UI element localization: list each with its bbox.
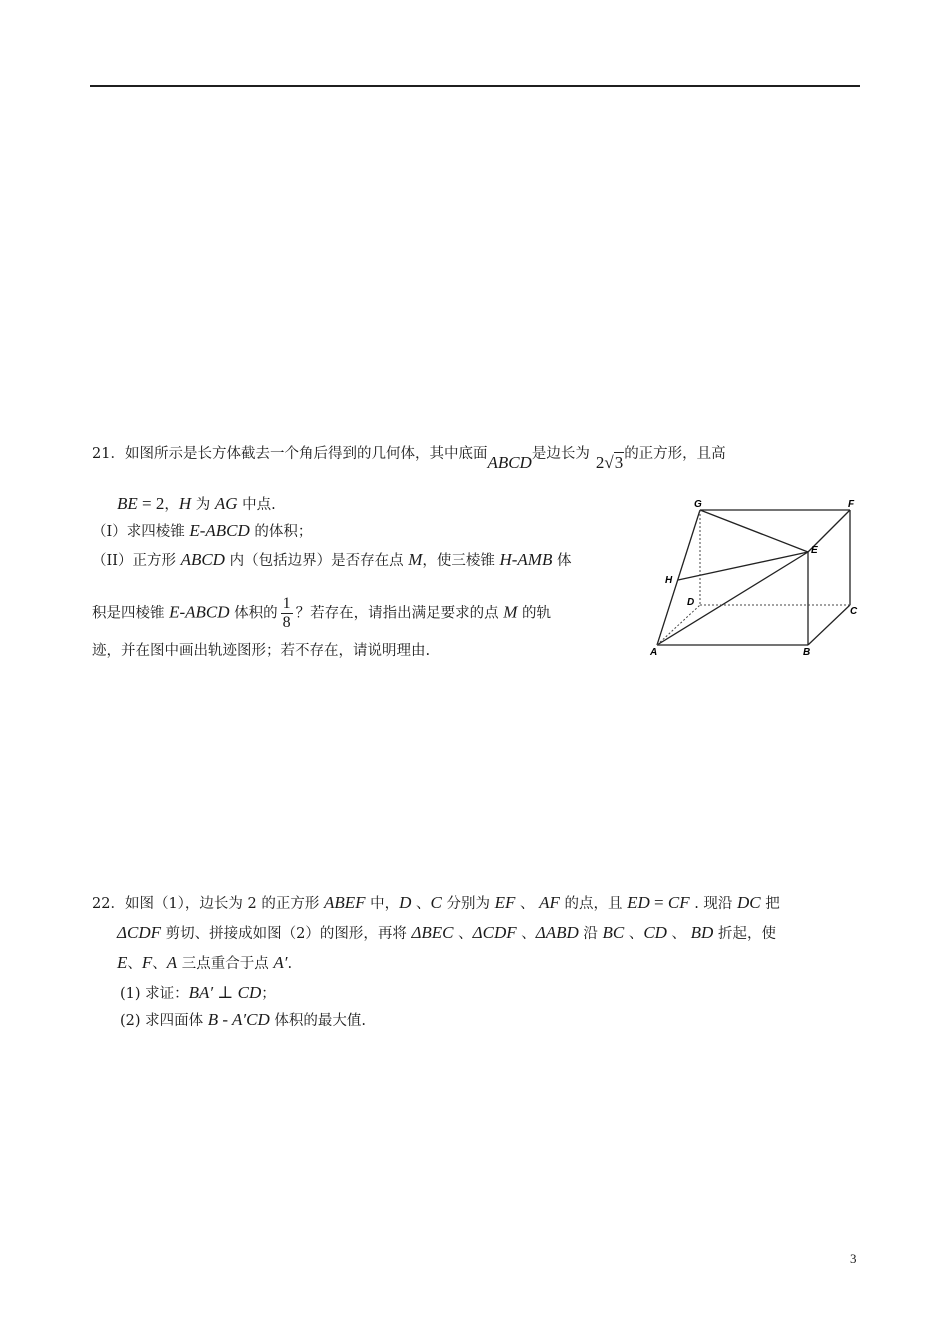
edge-HE [678, 552, 808, 580]
page-number: 3 [850, 1251, 857, 1266]
fraction-one-eighth: $\frac{1}{8}$ [282, 595, 291, 631]
label-F: F [848, 499, 855, 510]
problem22-number: 22． [92, 896, 125, 912]
label-D: D [687, 597, 695, 608]
sqrt-expression: 2√3 [595, 453, 624, 472]
label-G: G [694, 499, 702, 510]
problem22-line3: E、F、A 三点重合于点 A′. [117, 953, 293, 972]
problem21-part2: （II）正方形 ABCD 内（包括边界）是否存在点 M，使三棱锥 H-AMB 体 [92, 550, 572, 569]
problem22-line1: 22．如图（1），边长为 2 的正方形 ABEF 中，D 、C 分别为 EF 、 AF 的点，且 ED = CF . 现沿 DC 把 [92, 893, 780, 912]
geometry-figure [645, 495, 870, 665]
label-B: B [803, 647, 811, 658]
label-E: E [811, 545, 818, 556]
label-H: H [665, 575, 673, 586]
label-C: C [850, 606, 858, 617]
problem21-line2: BE = 2，H 为 AG 中点. [117, 494, 276, 513]
problem21-part4: 迹，并在图中画出轨迹图形；若不存在，请说明理由. [92, 643, 431, 659]
problem21-line1: 21．如图所示是长方体截去一个角后得到的几何体，其中底面ABCD是边长为 2√3的正方形，且高 [92, 446, 726, 472]
problem21-part1: （I）求四棱锥 E-ABCD 的体积； [92, 521, 313, 540]
problem22-question2: (2) 求四面体 B - A′CD 体积的最大值. [120, 1010, 366, 1029]
edge-GE [700, 510, 808, 552]
label-A: A [650, 647, 658, 658]
problem22-line2: ΔCDF 剪切、拼接成如图（2）的图形，再将 ΔBEC 、ΔCDF 、ΔABD 沿 BC 、CD 、 BD 折起，使 [117, 923, 776, 942]
header-rule [90, 85, 860, 87]
problem21-number: 21． [92, 446, 125, 462]
problem22-question1: (1) 求证：BA′ ⊥ CD； [120, 983, 276, 1002]
edge-AE [657, 552, 808, 645]
edge-BC [808, 605, 850, 645]
problem21-part3: 积是四棱锥 E-ABCD 体积的 $\frac{1}{8}$ ？若存在，请指出满足要求的点 M 的轨 [92, 595, 552, 631]
